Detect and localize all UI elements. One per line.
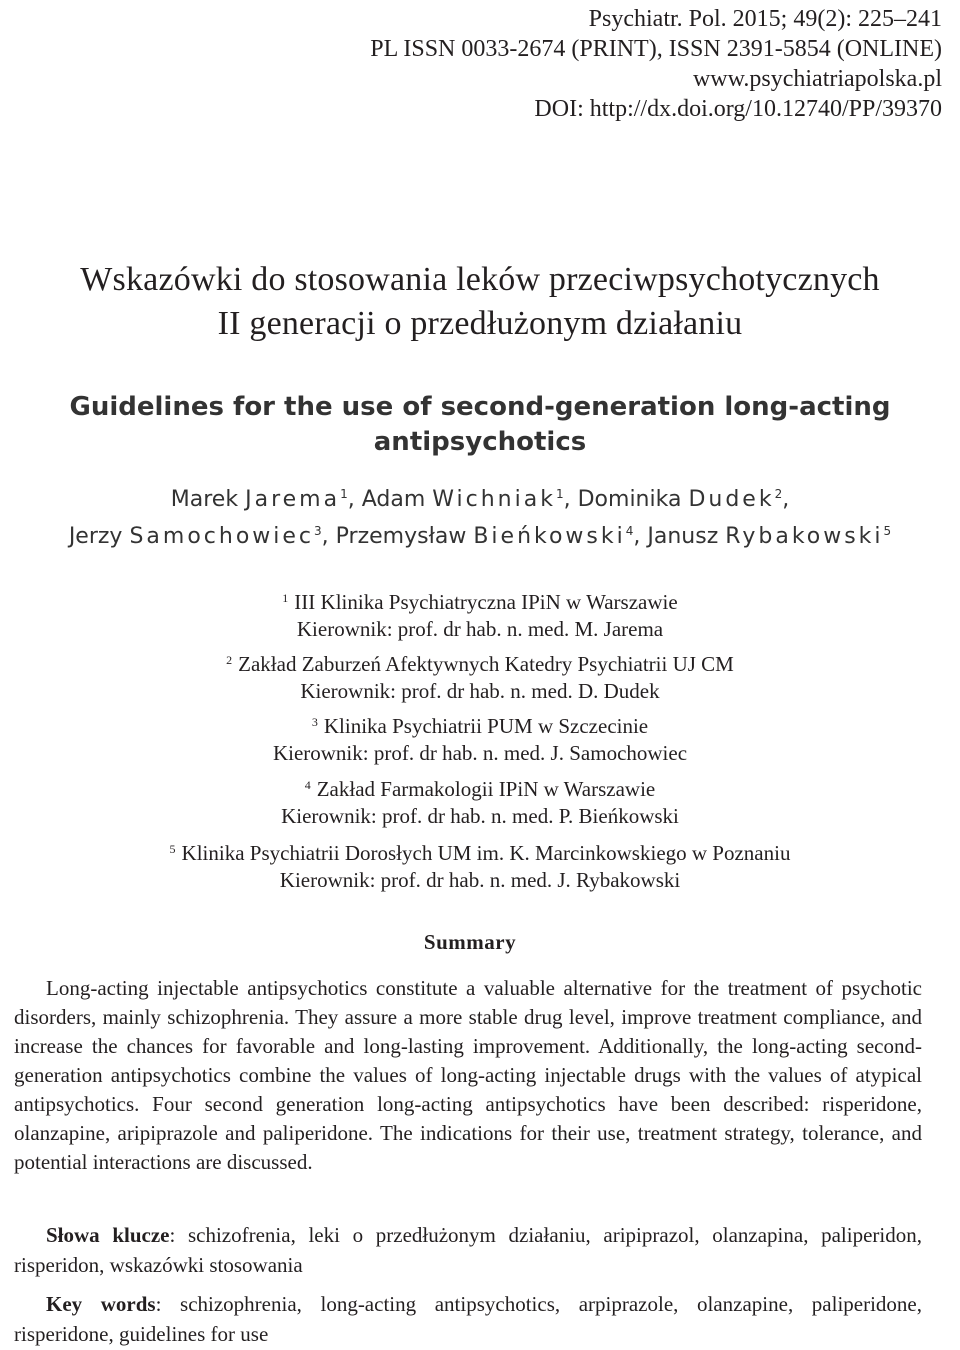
title-polish <box>0 258 960 346</box>
affiliation-marker: 1 <box>555 487 564 501</box>
author-line-1 <box>0 478 960 516</box>
keywords-english <box>14 1289 922 1349</box>
affiliation-marker: 5 <box>883 524 892 538</box>
affiliation-marker: 3 <box>314 524 322 538</box>
author: Janusz Rybakowski$^5$ <box>647 524 892 549</box>
author-line-2 <box>0 515 960 553</box>
keywords-english-label: Key words <box>46 1292 156 1316</box>
keywords-polish-label: Słowa klucze <box>46 1223 170 1247</box>
affiliation: $^5$ Klinika Psychiatrii Dorosłych UM im. K. Marcinkowskiego w Poznaniu Kierownik: prof. dr hab. n. med. J. Rybakowski <box>0 836 960 894</box>
title-english-line2: antipsychotics <box>373 427 587 457</box>
journal-citation: Psychiatr. Pol. 2015; 49(2): 225–241 <box>588 6 942 32</box>
title-polish-line2: II generacji o przedłużonym działaniu <box>217 305 743 342</box>
affiliation-head: Kierownik: prof. dr hab. n. med. J. Samochowiec <box>272 741 688 765</box>
author: Jerzy Samochowiec$^3$, <box>68 524 329 549</box>
affiliation: $^4$ Zakład Farmakologii IPiN w Warszawie Kierownik: prof. dr hab. n. med. P. Bieńkowski <box>0 772 960 830</box>
keywords-english-text: : schizophrenia, long-acting antipsychotics, arpiprazole, olanzapine, paliperidone, risperidone, guidelines for use <box>14 1292 922 1346</box>
affiliation-head: Kierownik: prof. dr hab. n. med. D. Dudek <box>300 679 660 703</box>
title-polish-line1: Wskazówki do stosowania leków przeciwpsychotycznych <box>80 261 880 298</box>
summary-text: Long-acting injectable antipsychotics constitute a valuable alternative for the treatment of psychotic disorders, mainly schizophrenia. They assure a more stable drug level, improve treatment compliance, and increase the chances for favorable and long-lasting improvement. Additionally, the long-acting second-generation antipsychotics combine the values of long-acting injectable drugs with the values of atypical antipsychotics. Four second generation long-acting antipsychotics have been described: risperidone, olanzapine, aripiprazole and paliperidone. The indications for their use, treatment strategy, tolerance, and potential interactions are discussed. <box>14 976 922 1174</box>
title-english <box>0 390 960 460</box>
affiliation: $^2$ Zakład Zaburzeń Afektywnych Katedry Psychiatrii UJ CM Kierownik: prof. dr hab. n. med. D. Dudek <box>0 647 960 705</box>
title-english-line1: Guidelines for the use of second-generation long-acting <box>69 392 891 422</box>
keywords-polish <box>14 1220 922 1280</box>
affiliation-head: Kierownik: prof. dr hab. n. med. M. Jarema <box>296 617 664 641</box>
affiliation: $^1$ III Klinika Psychiatryczna IPiN w Warszawie Kierownik: prof. dr hab. n. med. M. Jarema <box>0 585 960 643</box>
affiliation-marker: 4 <box>625 524 634 538</box>
affiliation: $^3$ Klinika Psychiatrii PUM w Szczecinie Kierownik: prof. dr hab. n. med. J. Samochowiec <box>0 709 960 767</box>
author: Dominika Dudek$^2$, <box>577 487 790 512</box>
keywords-polish-text: : schizofrenia, leki o przedłużonym działaniu, aripiprazol, olanzapina, paliperidon, risperidon, wskazówki stosowania <box>14 1223 922 1277</box>
journal-website[interactable]: www.psychiatriapolska.pl <box>692 66 942 92</box>
affiliation-head: Kierownik: prof. dr hab. n. med. P. Bieńkowski <box>281 804 679 828</box>
issn: PL ISSN 0033-2674 (PRINT), ISSN 2391-5854 (ONLINE) <box>370 36 942 62</box>
author: Przemysław Bieńkowski$^4$, <box>335 524 641 549</box>
affiliation-head: Kierownik: prof. dr hab. n. med. J. Rybakowski <box>279 868 681 892</box>
doi[interactable]: DOI: http://dx.doi.org/10.12740/PP/39370 <box>534 96 942 122</box>
author: Adam Wichniak$^1$, <box>361 487 571 512</box>
summary-heading: Summary <box>423 930 517 954</box>
affiliation-marker: 1 <box>340 487 348 501</box>
author: Marek Jarema$^1$, <box>170 487 355 512</box>
affiliation-marker: 2 <box>774 487 783 501</box>
